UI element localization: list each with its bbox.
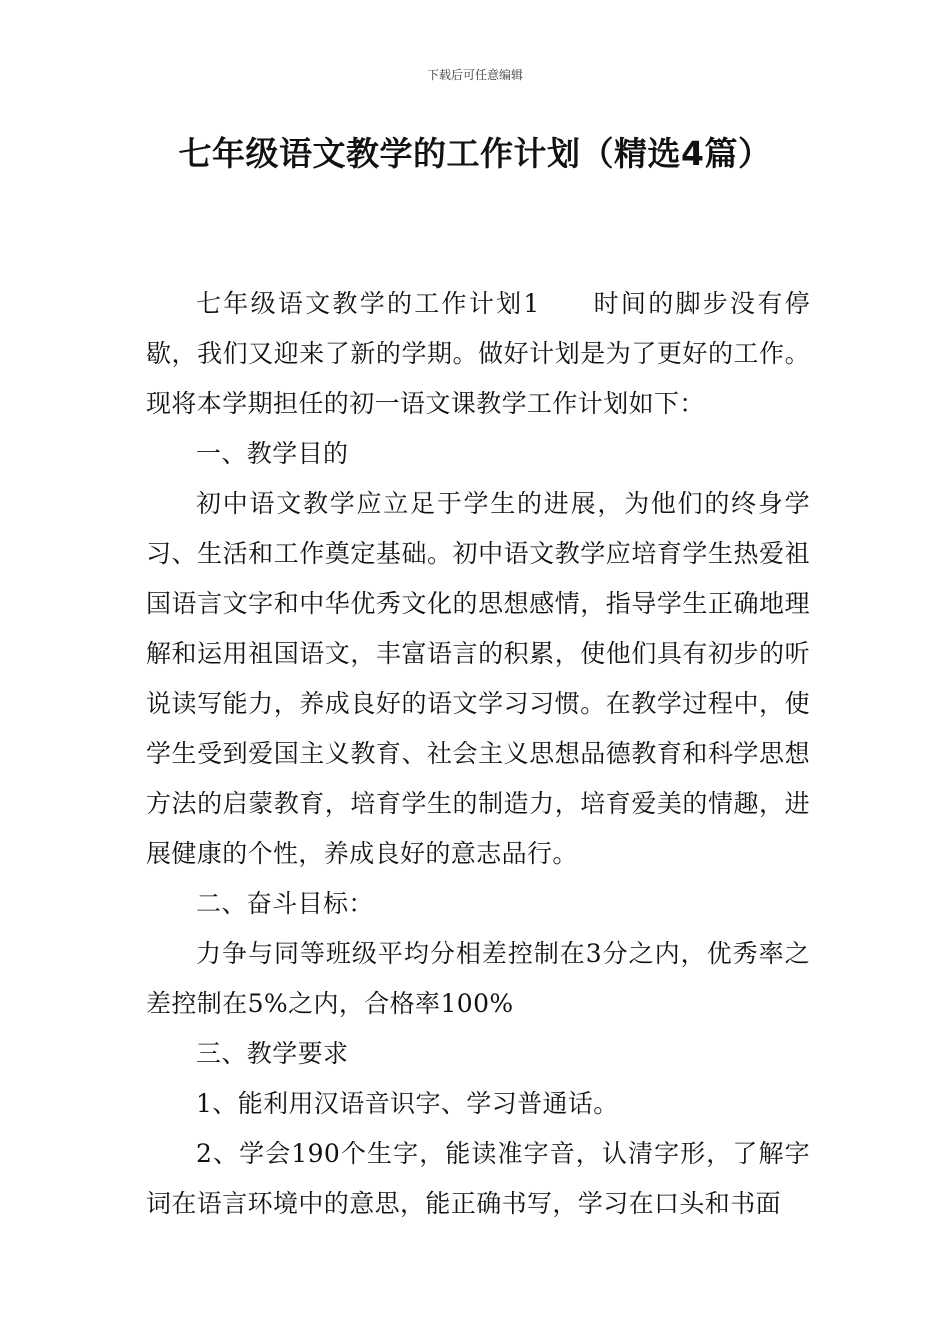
header-note: 下载后可任意编辑 bbox=[426, 68, 523, 82]
list-item-2: 2、学会190个生字，能读准字音，认清字形，了解字词在语言环境中的意思，能正确书写，学习在口头和书面 bbox=[146, 1139, 810, 1218]
intro-text: 时间的脚步没有停歇，我们又迎来了新的学期。做好计划是为了更好的工作。现将本学期担任的初一语文课教学工作计划如下： bbox=[146, 289, 811, 418]
section1-heading: 一、教学目的 bbox=[196, 439, 349, 468]
section2-paragraph: 力争与同等班级平均分相差控制在3分之内，优秀率之差控制在5%之内，合格率100% bbox=[146, 939, 810, 1018]
section1-paragraph: 初中语文教学应立足于学生的进展，为他们的终身学习、生活和工作奠定基础。初中语文教学应培育学生热爱祖国语言文字和中华优秀文化的思想感情，指导学生正确地理解和运用祖国语文，丰富语言的积累，使他们具有初步的听说读写能力，养成良好的语文学习习惯。在教学过程中，使学生受到爱国主义教育、社会主义思想品德教育和科学思想方法的启蒙教育，培育学生的制造力，培育爱美的情趣，进展健康的个性，养成良好的意志品行。 bbox=[146, 489, 810, 868]
document-title: 七年级语文教学的工作计划（精选4篇） bbox=[178, 134, 772, 173]
intro-paragraph bbox=[146, 279, 810, 429]
section2-heading: 二、奋斗目标： bbox=[196, 889, 374, 918]
document-body bbox=[146, 279, 810, 1229]
section3-heading: 三、教学要求 bbox=[196, 1039, 349, 1068]
intro-heading: 七年级语文教学的工作计划1 bbox=[196, 289, 540, 318]
list-item-1: 1、能利用汉语音识字、学习普通话。 bbox=[196, 1089, 619, 1118]
